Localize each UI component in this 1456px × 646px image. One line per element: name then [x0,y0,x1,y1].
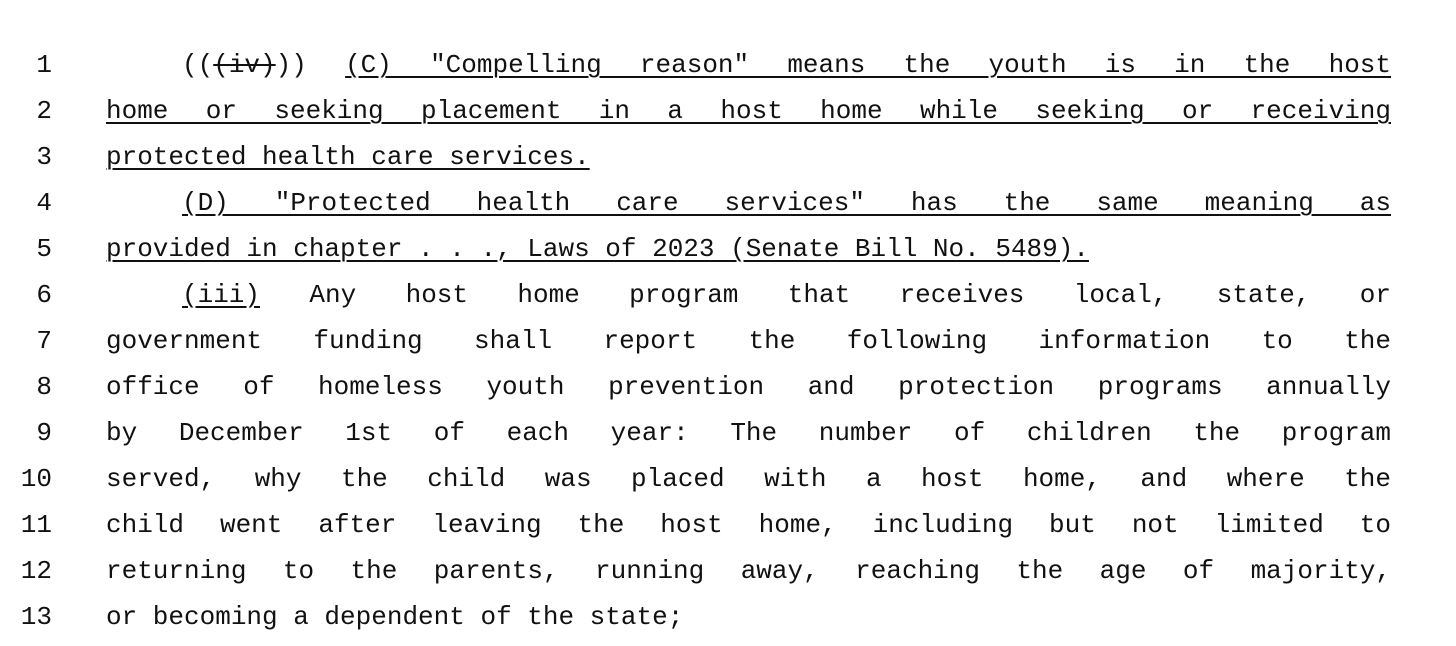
line-text [106,232,1391,266]
bill-line [0,94,1456,140]
bill-line [0,140,1456,186]
bill-line [0,278,1456,324]
line-text [106,370,1391,404]
line-text [106,416,1391,450]
text-inserted: home or seeking placement in a host home while seeking or receiving [106,96,1391,126]
line-text [106,508,1391,542]
line-number: 10 [20,464,52,494]
bill-line [0,554,1456,600]
line-number: 13 [20,602,52,632]
text-inserted: (C) "Compelling reason" means the youth is in the host [345,50,1391,80]
line-number: 3 [36,142,52,172]
text-plain: )) [275,50,346,80]
bill-line [0,48,1456,94]
line-number: 4 [36,188,52,218]
line-number: 1 [36,50,52,80]
bill-line [0,370,1456,416]
line-text [182,278,1391,312]
bill-line [0,324,1456,370]
line-number: 6 [36,280,52,310]
text-plain: by December 1st of each year: The number of children the program [106,418,1391,448]
text-plain: child went after leaving the host home, including but not limited to [106,510,1391,540]
line-text [182,48,1391,82]
text-plain: returning to the parents, running away, reaching the age of majority, [106,556,1391,586]
text-inserted: provided in chapter . . ., Laws of 2023 (Senate Bill No. 5489). [106,234,1089,264]
bill-line [0,600,1456,646]
text-plain: served, why the child was placed with a host home, and where the [106,464,1391,494]
line-number: 5 [36,234,52,264]
bill-line [0,462,1456,508]
line-text [106,600,1391,634]
bill-line [0,232,1456,278]
text-plain: office of homeless youth prevention and protection programs annually [106,372,1391,402]
text-plain: Any host home program that receives local, state, or [260,280,1391,310]
text-plain: government funding shall report the following information to the [106,326,1391,356]
line-number: 11 [20,510,52,540]
bill-line [0,416,1456,462]
text-inserted: (iii) [182,280,261,310]
line-number: 2 [36,96,52,126]
bill-line [0,186,1456,232]
text-struck: (iv) [213,50,276,80]
line-number: 7 [36,326,52,356]
text-plain: or becoming a dependent of the state; [106,602,684,632]
line-number: 12 [20,556,52,586]
line-text [106,462,1391,496]
line-text [182,186,1391,220]
text-plain: (( [182,50,214,80]
bill-line [0,508,1456,554]
text-inserted: protected health care services. [106,142,590,172]
line-text [106,554,1391,588]
line-text [106,140,1391,174]
line-number: 9 [36,418,52,448]
line-number: 8 [36,372,52,402]
line-text [106,324,1391,358]
text-inserted: (D) "Protected health care services" has the same meaning as [182,188,1391,218]
line-text [106,94,1391,128]
